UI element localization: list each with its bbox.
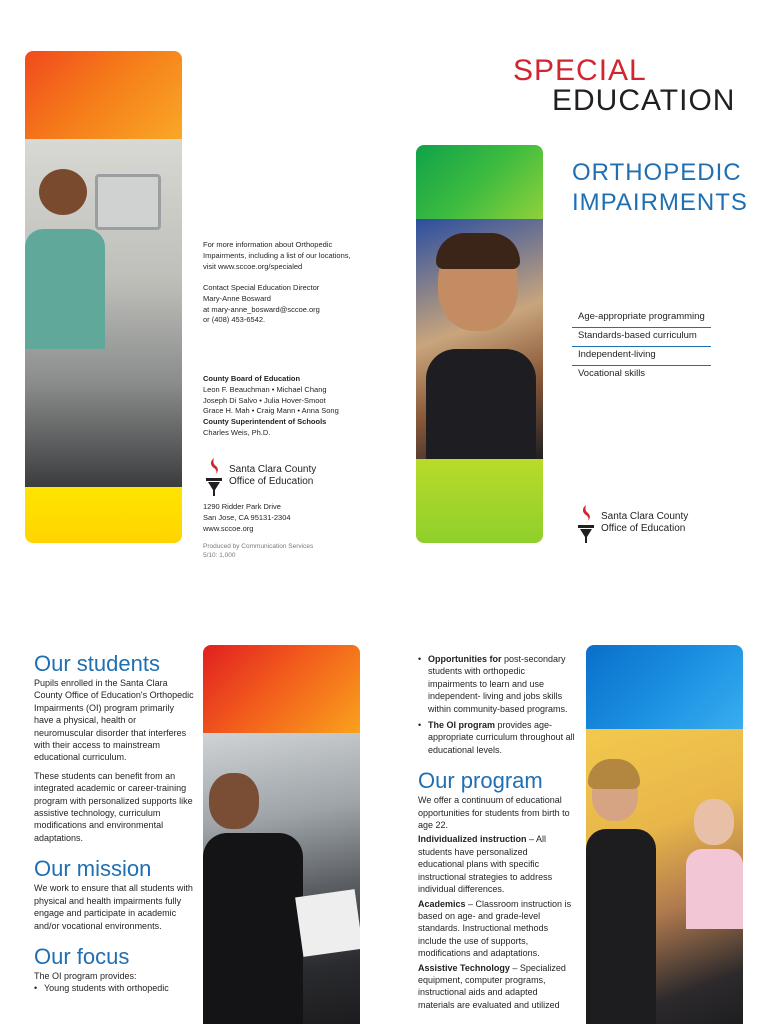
boy-hair-shape: [436, 233, 520, 269]
program-paragraph: We offer a continuum of educational opportunities for students from birth to age 22.: [418, 795, 570, 831]
logo-text-line: Santa Clara County: [601, 511, 689, 522]
student-shirt-shape: [203, 833, 303, 1024]
sccoe-logo-cover: [575, 503, 688, 543]
boy-shirt-shape: [426, 349, 536, 459]
heading-our-students: Our students: [34, 651, 160, 676]
yellow-color-band: [25, 487, 182, 543]
paragraph-text: – All students have personalized educational plans with specific instructional strategies to address individual differences.: [418, 834, 553, 895]
info-line: For more information about Orthopedic: [203, 240, 333, 249]
paragraph-text: – Classroom instruction is based on age- and grade-level standards. Instructional methods include the use of supports, modifications and adaptations.: [418, 898, 572, 959]
contact-block: [203, 283, 373, 326]
paragraph-lead: Academics: [418, 898, 466, 909]
board-line: Grace H. Mah • Craig Mann • Anna Song: [203, 406, 339, 416]
students-paragraph-1: Pupils enrolled in the Santa Clara County Office of Education's Orthopedic Impairments (OI) program primarily have a physical, health or neuromuscular disorder that interferes with their access to mainstream educational curriculum.: [34, 678, 194, 763]
paragraph-text: – Specialized equipment, computer programs, instructional aids and adapted materials are evaluated and utilized: [418, 962, 566, 1010]
lime-color-band: [416, 459, 543, 543]
blue-color-band: [586, 645, 743, 729]
student-head-shape: [39, 169, 87, 215]
teacher-shirt-shape: [586, 829, 656, 1024]
logo-text-line: Santa Clara County: [229, 464, 317, 475]
contact-line: Mary-Anne Bosward: [203, 293, 271, 303]
bullet-text: provides age-appropriate curriculum throughout all educational levels.: [428, 720, 575, 755]
photo-panel-teacher: [586, 645, 743, 1024]
produced-line: 5/10: 1,000: [203, 552, 236, 559]
title-special: SPECIAL: [513, 54, 647, 87]
website-link[interactable]: www.sccoe.org: [203, 523, 254, 533]
feature-item: Age-appropriate programming: [572, 309, 711, 328]
student-face-shape: [694, 799, 734, 845]
feature-item: Vocational skills: [578, 368, 646, 379]
photo-smiling-boy: [416, 219, 543, 459]
board-line: Joseph Di Salvo • Julia Hover-Smoot: [203, 395, 326, 405]
subtitle-line: ORTHOPEDIC: [572, 159, 742, 186]
paper-shape: [295, 889, 360, 957]
superintendent-name: Charles Weis, Ph.D.: [203, 427, 271, 437]
paragraph-lead: Individualized instruction: [418, 834, 527, 845]
heading-our-mission: Our mission: [34, 856, 152, 882]
board-block: [203, 374, 373, 439]
computer-monitor-shape: [95, 174, 161, 230]
contact-line: Contact Special Education Director: [203, 283, 320, 292]
photo-panel-student-computer: [25, 51, 182, 543]
subtitle-block: [572, 158, 748, 218]
academics-paragraph: [418, 898, 576, 960]
student-face-shape: [209, 773, 259, 829]
heading-our-focus: Our focus: [34, 943, 130, 969]
mission-paragraph: We work to ensure that all students with physical and health impairments fully engage and participate in academic and/or vocational environments.: [34, 883, 193, 931]
board-line: Leon F. Beauchman • Michael Chang: [203, 384, 327, 394]
address-block: [203, 502, 373, 534]
subtitle-line: IMPAIRMENTS: [572, 189, 748, 216]
superintendent-heading: County Superintendent of Schools: [203, 417, 327, 427]
bullet-lead: The OI program: [428, 720, 496, 731]
column-students-mission-focus: [34, 651, 194, 995]
photo-panel-boy: [416, 145, 543, 543]
student-shirt-shape: [686, 849, 743, 929]
photo-student-at-computer: [25, 139, 182, 487]
photo-teacher-and-student: [586, 729, 743, 1024]
red-orange-color-band: [203, 645, 360, 733]
program-bullet-list: [418, 653, 576, 756]
feature-item: Independent-living: [572, 347, 711, 366]
torch-icon: [575, 503, 597, 543]
torch-icon: [203, 456, 225, 496]
bullet-opportunities: [418, 653, 576, 715]
green-color-band: [416, 145, 543, 219]
bullet-lead: Opportunities for: [428, 654, 502, 664]
produced-block: [203, 542, 373, 560]
teacher-hair-shape: [588, 759, 640, 789]
address-line: San Jose, CA 95131-2304: [203, 512, 291, 522]
logo-text-line: Office of Education: [229, 476, 314, 487]
photo-panel-classroom: [203, 645, 360, 1024]
orange-color-band: [25, 51, 182, 139]
contact-email[interactable]: at mary-anne_bosward@sccoe.org: [203, 304, 320, 314]
info-line[interactable]: visit www.sccoe.org/specialed: [203, 261, 303, 271]
column-program: [418, 653, 576, 1011]
students-paragraph-2: These students can benefit from an integrated academic or career-training program with personalized supports like assistive technology, curriculum modifications and environmental adaptations.: [34, 770, 193, 843]
photo-students-classroom: [203, 733, 360, 1024]
student-shirt-shape: [25, 229, 105, 349]
feature-list: [572, 309, 711, 384]
logo-text-line: Office of Education: [601, 523, 686, 534]
individualized-paragraph: [418, 833, 576, 895]
feature-item: Standards-based curriculum: [572, 328, 711, 347]
board-heading: County Board of Education: [203, 374, 301, 383]
title-education: EDUCATION: [552, 84, 736, 117]
bullet-text: post-secondary students with orthopedic impairments to learn and use independent- living and jobs skills within community-based programs.: [428, 654, 568, 714]
sccoe-logo-back: [203, 456, 316, 496]
bullet-oi-program: [418, 719, 576, 756]
focus-bullet: • Young students with orthopedic: [34, 982, 194, 994]
info-line: Impairments, including a list of our locations,: [203, 250, 351, 260]
produced-line: Produced by Communication Services: [203, 543, 314, 550]
focus-bullet-list: [34, 982, 194, 994]
contact-phone: or (408) 453-6542.: [203, 315, 266, 325]
info-block: [203, 240, 373, 272]
paragraph-lead: Assistive Technology: [418, 962, 510, 973]
assistive-paragraph: [418, 962, 576, 1012]
focus-intro: The OI program provides:: [34, 970, 137, 981]
address-line: 1290 Ridder Park Drive: [203, 502, 281, 511]
heading-our-program: Our program: [418, 768, 543, 794]
